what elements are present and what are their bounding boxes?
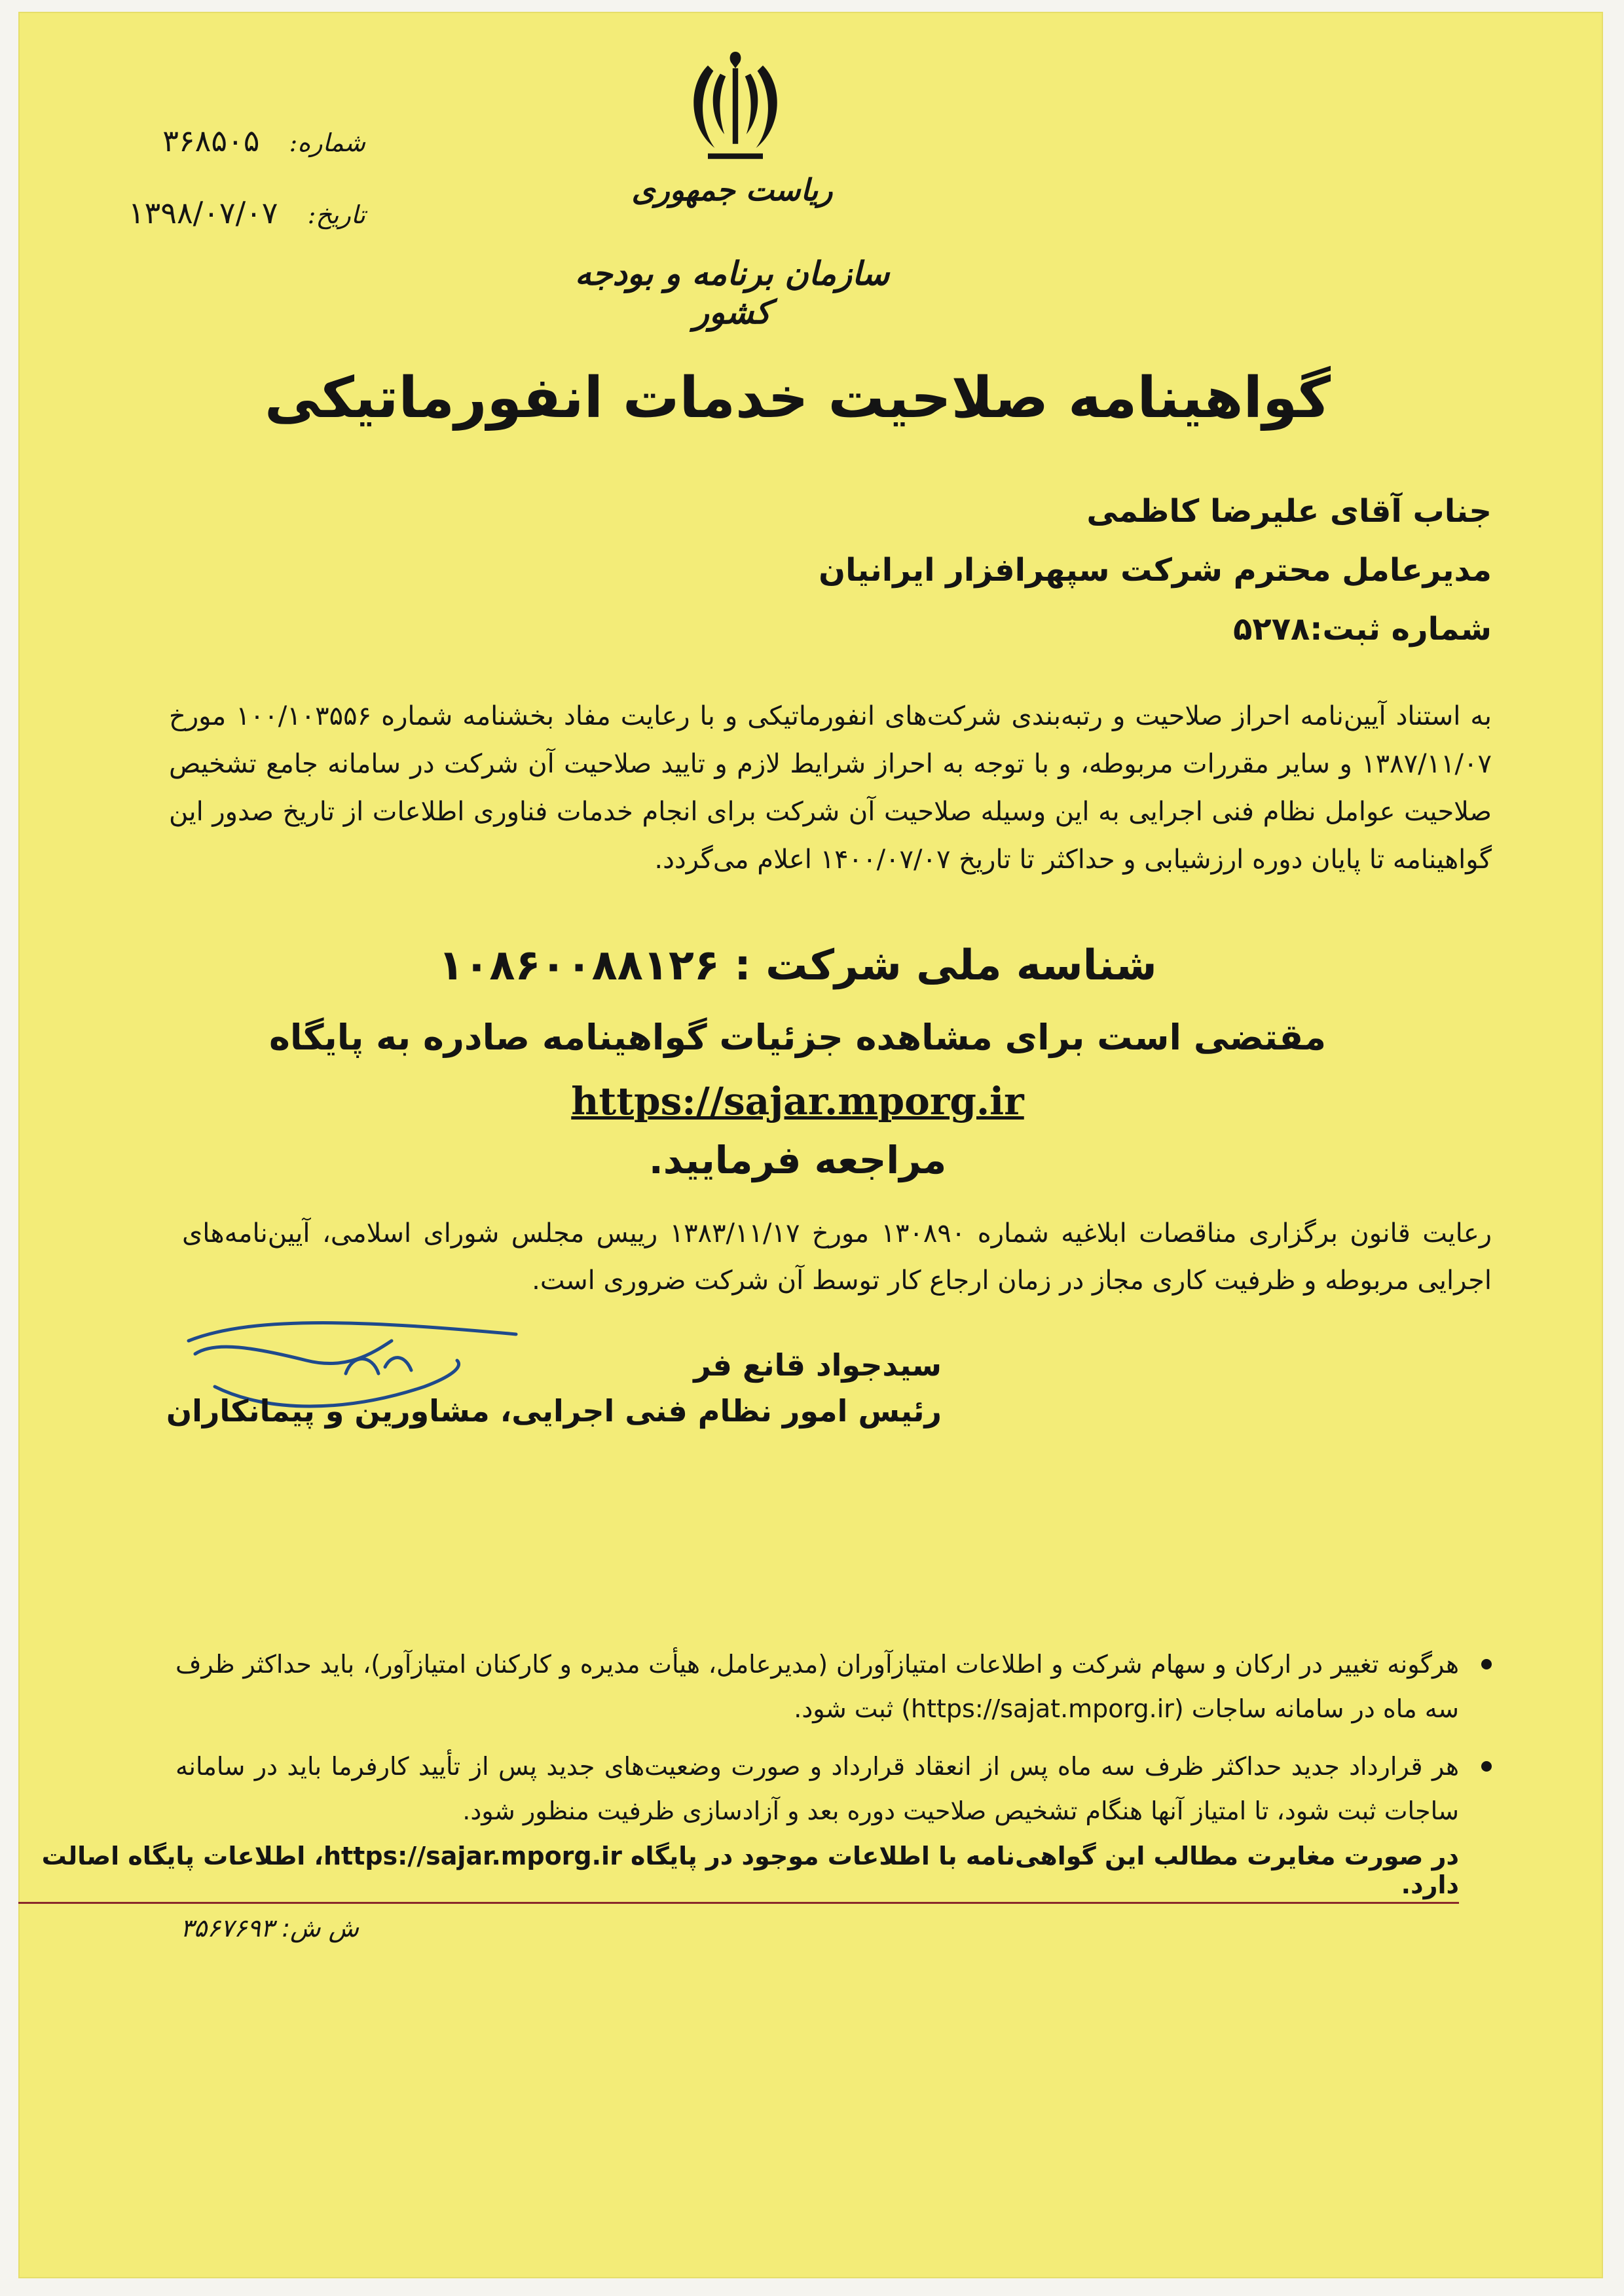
- number-value: ۳۶۸۵۰۵: [162, 123, 260, 158]
- addressee-name: جناب آقای علیرضا کاظمی: [1086, 493, 1492, 530]
- page-title: گواهینامه صلاحیت خدمات انفورماتیکی: [265, 365, 1331, 431]
- list-item: [175, 1744, 1492, 1833]
- national-id: شناسه ملی شرکت : ۱۰۸۶۰۰۸۸۱۲۶: [438, 941, 1157, 990]
- signer-title: رئیس امور نظام فنی اجرایی، مشاورین و پیمانکاران: [166, 1393, 942, 1429]
- body-paragraph: به استناد آیین‌نامه احراز صلاحیت و رتبه‌بندی شرکت‌های انفورماتیکی و با رعایت مفاد بخشنامه شماره ۱۰۰/۱۰۳۵۵۶ مورخ ۱۳۸۷/۱۱/۰۷ و سایر مقررات مربوطه، و با توجه به احراز شرایط لازم و تایید صلاحیت آن شرکت در سامانه جامع تشخیص صلاحیت عوامل نظام فنی اجرایی به این وسیله صلاحیت آن شرکت برای انجام خدمات فناوری اطلاعات از تاریخ صدور این گواهینامه تا پایان دوره ارزشیابی و حداکثر تا تاریخ ۱۴۰۰/۰۷/۰۷ اعلام می‌گردد.: [169, 701, 1492, 875]
- bullet-icon: [1481, 1761, 1492, 1772]
- footer-warning: در صورت مغایرت مطالب این گواهی‌نامه با اطلاعات موجود در پایگاه https://sajar.mporg.ir، اطلاعات پایگاه اصالت دارد.: [18, 1842, 1459, 1904]
- sajar-link[interactable]: https://sajar.mporg.ir: [571, 1079, 1024, 1123]
- org-line-budget: سازمان برنامه و بودجه کشور: [574, 254, 890, 331]
- note-text: هر قرارداد جدید حداکثر ظرف سه ماه پس از انعقاد قرارداد و صورت وضعیت‌های جدید پس از تأیید کارفرما باید در سامانه ساجات ثبت شود، تا امتیاز آنها هنگام تشخیص صلاحیت دوره بعد و آزادسازی ظرفیت منظور شود.: [175, 1752, 1459, 1825]
- note-text: هرگونه تغییر در ارکان و سهام شرکت و اطلاعات امتیازآوران (مدیرعامل، هیأت مدیره و کارکنان امتیازآور)، باید حداکثر ظرف سه ماه در سامانه ساجات (https://sajat.mporg.ir) ثبت شود.: [175, 1650, 1459, 1723]
- notice-refer: مراجعه فرمایید.: [648, 1138, 947, 1182]
- notes-list: [175, 1642, 1492, 1846]
- law-paragraph: رعایت قانون برگزاری مناقصات ابلاغیه شماره ۱۳۰۸۹۰ مورخ ۱۳۸۳/۱۱/۱۷ رییس مجلس شورای اسلامی، آیین‌نامه‌های اجرایی مربوطه و ظرفیت کاری مجاز در زمان ارجاع کار توسط آن شرکت ضروری است.: [182, 1218, 1492, 1296]
- bullet-icon: [1481, 1659, 1492, 1669]
- number-row: [149, 123, 365, 158]
- notice-line: مقتضی است برای مشاهده جزئیات گواهینامه صادره به پایگاه: [268, 1017, 1327, 1058]
- registration-number: شماره ثبت:۵۲۷۸: [1233, 611, 1492, 647]
- iran-emblem-icon: [667, 38, 804, 175]
- certificate-sheet: [18, 12, 1603, 2278]
- date-value: ۱۳۹۸/۰۷/۰۷: [128, 195, 278, 230]
- date-row: [117, 195, 365, 230]
- org-line-presidency: ریاست جمهوری: [631, 172, 833, 208]
- date-label: تاریخ:: [307, 200, 365, 229]
- number-label: شماره:: [289, 128, 365, 157]
- addressee-position: مدیرعامل محترم شرکت سپهرافزار ایرانیان: [819, 552, 1492, 589]
- serial-number: ش ش: ۳۵۶۷۶۹۳: [180, 1914, 359, 1942]
- list-item: [175, 1642, 1492, 1731]
- signer-name: سیدجواد قانع فر: [693, 1347, 942, 1383]
